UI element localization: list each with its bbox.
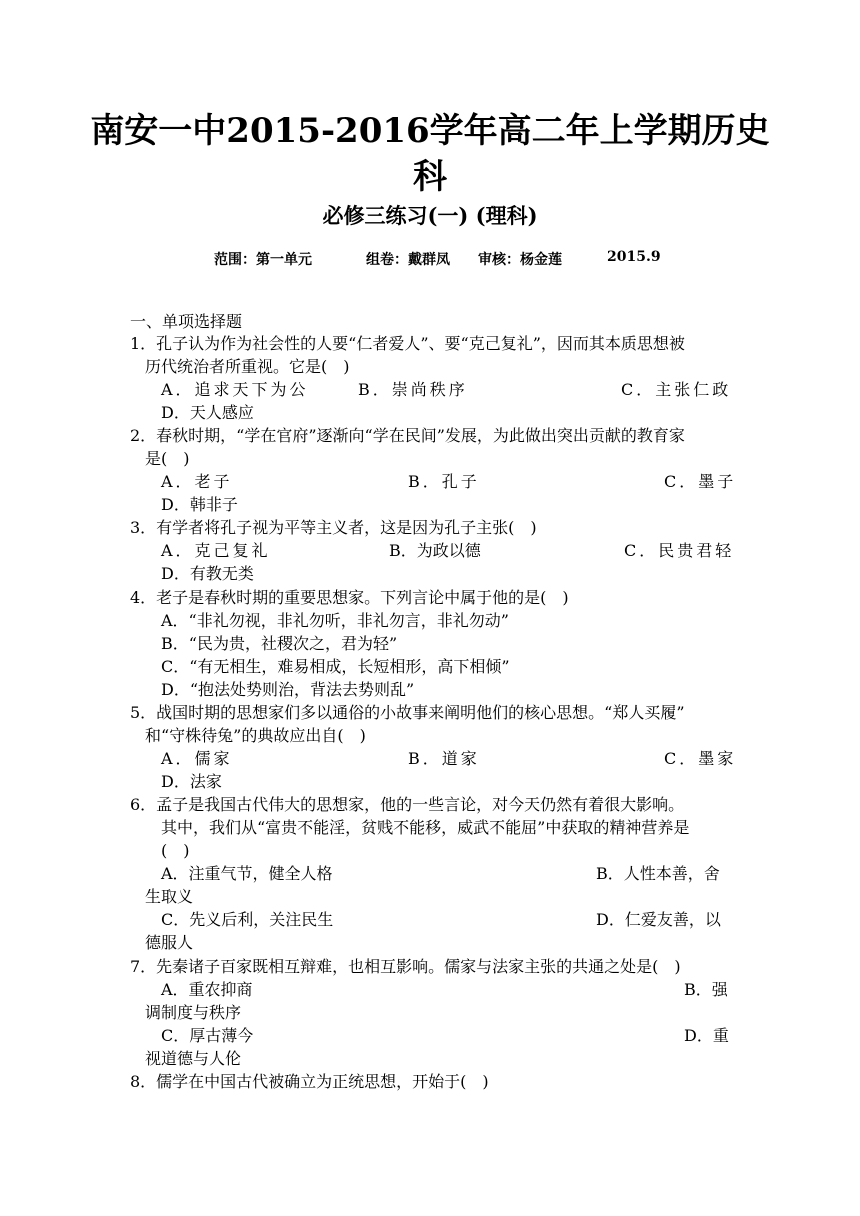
question-stem: 2．春秋时期，“学在官府”逐渐向“学在民间”发展，为此做出突出贡献的教育家 bbox=[130, 426, 685, 445]
question-stem: 3．有学者将孔子视为平等主义者，这是因为孔子主张( ) bbox=[130, 518, 537, 537]
option: B．为政以德 bbox=[389, 541, 481, 560]
question-stem: 8．儒学在中国古代被确立为正统思想，开始于( ) bbox=[130, 1072, 489, 1091]
question-stem: 7．先秦诸子百家既相互辩难，也相互影响。儒家与法家主张的共通之处是( ) bbox=[130, 957, 681, 976]
option: D．韩非子 bbox=[161, 495, 238, 514]
meta-date: 2015.9 bbox=[607, 249, 661, 265]
option: C．墨家 bbox=[664, 749, 737, 768]
question-stem: 4．老子是春秋时期的重要思想家。下列言论中属于他的是( ) bbox=[130, 588, 569, 607]
option: D．有教无类 bbox=[161, 564, 254, 583]
option: A．“非礼勿视，非礼勿听，非礼勿言，非礼勿动” bbox=[161, 611, 509, 630]
option: B．强 bbox=[684, 980, 728, 999]
option: B．道家 bbox=[408, 749, 480, 768]
option: A．重农抑商 bbox=[161, 980, 253, 999]
option: 视道德与人伦 bbox=[145, 1049, 242, 1068]
option: B．孔子 bbox=[408, 472, 480, 491]
document-title-line2: 科 bbox=[413, 157, 447, 197]
option: B．“民为贵，社稷次之，君为轻” bbox=[161, 634, 398, 653]
option: 德服人 bbox=[145, 933, 194, 952]
option: 生取义 bbox=[145, 887, 194, 906]
meta-range: 范围：第一单元 bbox=[214, 252, 312, 268]
option: A．儒家 bbox=[161, 749, 233, 768]
option: A．克己复礼 bbox=[161, 541, 271, 560]
option: D．仁爱友善，以 bbox=[596, 910, 721, 929]
option: D．重 bbox=[684, 1026, 729, 1045]
section-heading: 一、单项选择题 bbox=[130, 312, 243, 331]
option: D．天人感应 bbox=[161, 403, 254, 422]
option: C．先义后利，关注民生 bbox=[161, 910, 334, 929]
option: C．厚古薄今 bbox=[161, 1026, 254, 1045]
option: C．主张仁政 bbox=[621, 380, 732, 399]
option: C．民贵君轻 bbox=[624, 541, 735, 560]
option: B．人性本善，舍 bbox=[596, 864, 720, 883]
option: C．墨子 bbox=[664, 472, 737, 491]
document-subtitle: 必修三练习(一) (理科) bbox=[322, 203, 538, 228]
question-stem: 1．孔子认为作为社会性的人要“仁者爱人”、要“克己复礼”，因而其本质思想被 bbox=[130, 334, 685, 353]
meta-reviewer: 审核：杨金莲 bbox=[478, 252, 562, 268]
question-stem: 其中，我们从“富贵不能淫，贫贱不能移，威武不能屈”中获取的精神营养是 bbox=[161, 818, 690, 837]
question-stem: ( ) bbox=[161, 841, 190, 860]
option: B．崇尚秩序 bbox=[358, 380, 468, 399]
document-title-line1: 南安一中2015-2016学年高二年上学期历史 bbox=[90, 111, 770, 151]
question-stem: 和“守株待兔”的典故应出自( ) bbox=[145, 726, 366, 745]
question-stem: 历代统治者所重视。它是( ) bbox=[145, 357, 350, 376]
option: 调制度与秩序 bbox=[145, 1003, 242, 1022]
question-stem: 5．战国时期的思想家们多以通俗的小故事来阐明他们的核心思想。“郑人买履” bbox=[130, 703, 685, 722]
option: A．注重气节，健全人格 bbox=[161, 864, 333, 883]
option: C．“有无相生，难易相成，长短相形，高下相倾” bbox=[161, 657, 510, 676]
meta-author: 组卷：戴群凤 bbox=[366, 252, 450, 268]
question-stem: 6．孟子是我国古代伟大的思想家，他的一些言论，对今天仍然有着很大影响。 bbox=[130, 795, 685, 814]
option: D．法家 bbox=[161, 772, 222, 791]
option: A．追求天下为公 bbox=[161, 380, 309, 399]
question-stem: 是( ) bbox=[145, 449, 190, 468]
option: A．老子 bbox=[161, 472, 233, 491]
option: D．“抱法处势则治，背法去势则乱” bbox=[161, 680, 415, 699]
